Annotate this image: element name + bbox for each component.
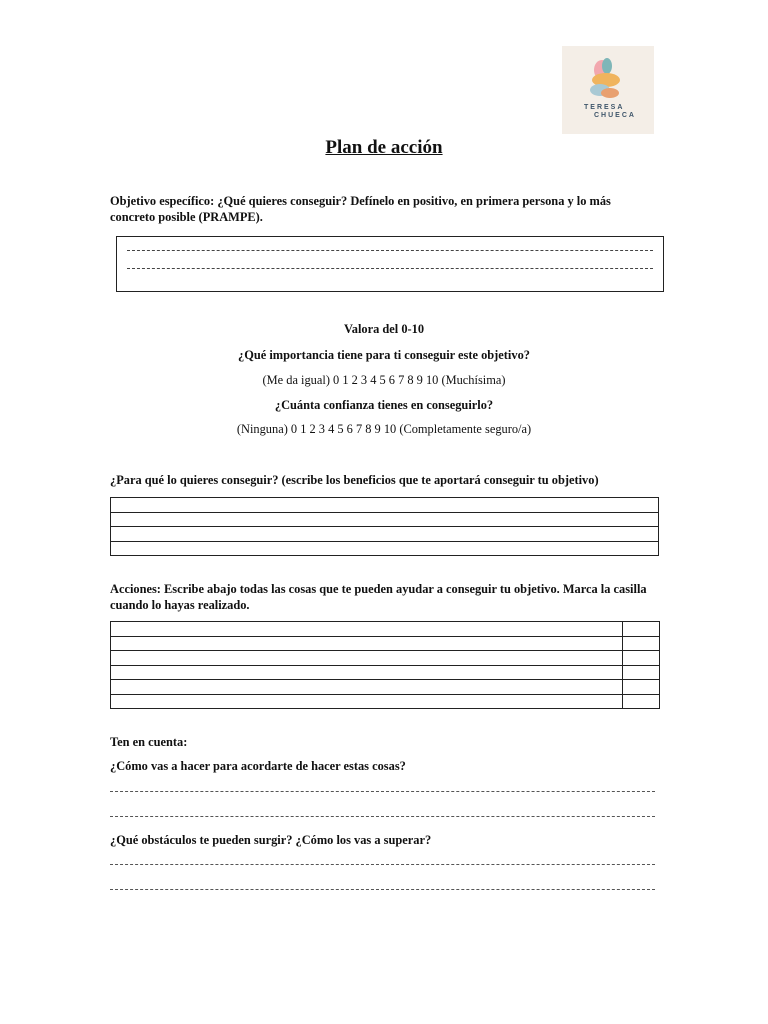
action-cell[interactable]	[111, 680, 623, 695]
benefit-cell[interactable]	[111, 541, 659, 556]
remember-answer-line-1[interactable]	[110, 791, 655, 792]
notes-heading: Ten en cuenta:	[110, 735, 188, 749]
benefit-cell[interactable]	[111, 527, 659, 542]
objective-label: Objetivo específico: ¿Qué quieres conseguir? Defínelo en positivo, en primera persona y lo más concreto posible (PRAMPE).	[110, 194, 611, 224]
logo-text-line1: TERESA	[584, 104, 625, 111]
table-row	[111, 527, 659, 542]
table-row	[111, 636, 660, 651]
table-row	[111, 665, 660, 680]
done-checkbox[interactable]	[623, 680, 660, 695]
objective-line-2	[127, 268, 653, 269]
obstacles-answer-line-1[interactable]	[110, 864, 655, 865]
objective-answer-box[interactable]	[116, 236, 664, 292]
benefit-cell[interactable]	[111, 498, 659, 513]
notes-question-remember: ¿Cómo vas a hacer para acordarte de hacer estas cosas?	[110, 759, 406, 773]
table-row	[111, 498, 659, 513]
rating-heading: Valora del 0-10	[343, 322, 425, 336]
notes-question-obstacles: ¿Qué obstáculos te pueden surgir? ¿Cómo los vas a superar?	[110, 833, 432, 847]
table-row	[111, 541, 659, 556]
benefits-table	[110, 497, 659, 556]
action-cell[interactable]	[111, 622, 623, 637]
logo-text-line2: CHUECA	[594, 112, 636, 119]
done-checkbox[interactable]	[623, 651, 660, 666]
benefit-cell[interactable]	[111, 512, 659, 527]
action-cell[interactable]	[111, 665, 623, 680]
page-title: Plan de acción	[325, 137, 443, 158]
rating-scale-importance: (Me da igual) 0 1 2 3 4 5 6 7 8 9 10 (Muchísima)	[262, 373, 506, 387]
action-cell[interactable]	[111, 694, 623, 709]
actions-table	[110, 621, 660, 709]
table-row	[111, 680, 660, 695]
logo	[562, 46, 654, 134]
table-row	[111, 512, 659, 527]
objective-line-1	[127, 250, 653, 251]
done-checkbox[interactable]	[623, 665, 660, 680]
remember-answer-line-2[interactable]	[110, 816, 655, 817]
obstacles-answer-line-2[interactable]	[110, 889, 655, 890]
rating-scale-confidence: (Ninguna) 0 1 2 3 4 5 6 7 8 9 10 (Completamente seguro/a)	[236, 422, 532, 436]
done-checkbox[interactable]	[623, 694, 660, 709]
done-checkbox[interactable]	[623, 622, 660, 637]
table-row	[111, 622, 660, 637]
action-cell[interactable]	[111, 651, 623, 666]
table-row	[111, 651, 660, 666]
benefits-label: ¿Para qué lo quieres conseguir? (escribe los beneficios que te aportará conseguir tu objetivo)	[110, 473, 599, 487]
action-cell[interactable]	[111, 636, 623, 651]
rating-question-importance: ¿Qué importancia tiene para ti conseguir este objetivo?	[238, 348, 530, 362]
table-row	[111, 694, 660, 709]
stacked-stones-icon	[562, 46, 654, 106]
rating-question-confidence: ¿Cuánta confianza tienes en conseguirlo?	[274, 398, 494, 412]
done-checkbox[interactable]	[623, 636, 660, 651]
actions-label: Acciones: Escribe abajo todas las cosas que te pueden ayudar a conseguir tu objetivo. Marca la casilla cuando lo hayas realizado.	[110, 582, 647, 612]
